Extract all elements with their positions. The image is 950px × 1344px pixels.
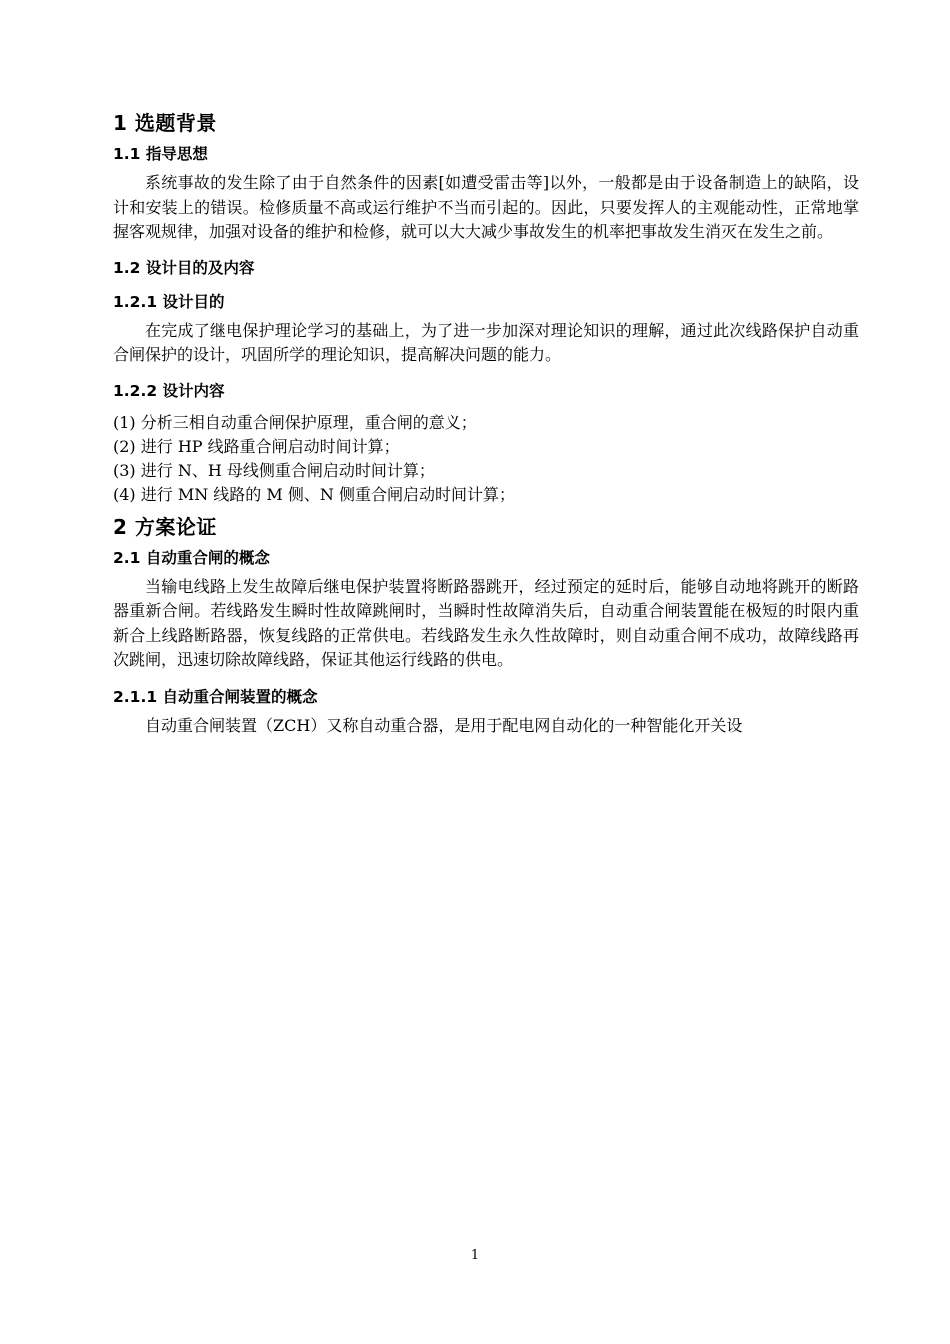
section-2-heading: 2 方案论证 [113, 514, 217, 539]
design-content-list [113, 411, 859, 507]
section-2-1-1-heading: 2.1.1 自动重合闸装置的概念 [113, 687, 318, 706]
list-item: (2) 进行 HP 线路重合闸启动时间计算； [113, 436, 400, 456]
section-2-1-paragraph: 当输电线路上发生故障后继电保护装置将断路器跳开，经过预定的延时后，能够自动地将跳开的断路器重新合闸。若线路发生瞬时性故障跳闸时，当瞬时性故障消失后，自动重合闸装置能在极短的时限内重新合上线路断路器，恢复线路的正常供电。若线路发生永久性故障时，则自动重合闸不成功，故障线路再次跳闸，迅速切除故障线路，保证其他运行线路的供电。 [113, 576, 859, 669]
section-1-1-heading: 1.1 指导思想 [113, 145, 208, 163]
section-2-1-1-paragraph: 自动重合闸装置（ZCH）又称自动重合器，是用于配电网自动化的一种智能化开关设 [145, 715, 743, 735]
section-1-2-1-heading: 1.2.1 设计目的 [113, 292, 225, 311]
page-content [113, 108, 859, 738]
list-item: (4) 进行 MN 线路的 M 侧、N 侧重合闸启动时间计算； [113, 484, 515, 504]
page-number: 1 [470, 1248, 480, 1263]
section-1-heading: 1 选题背景 [113, 111, 217, 135]
section-1-2-2-heading: 1.2.2 设计内容 [113, 381, 225, 400]
section-2-1-heading: 2.1 自动重合闸的概念 [113, 548, 270, 567]
section-1-2-1-paragraph: 在完成了继电保护理论学习的基础上，为了进一步加深对理论知识的理解，通过此次线路保护自动重合闸保护的设计，巩固所学的理论知识，提高解决问题的能力。 [113, 320, 859, 364]
section-1-2-heading: 1.2 设计目的及内容 [113, 258, 255, 277]
list-item: (1) 分析三相自动重合闸保护原理，重合闸的意义； [113, 412, 477, 432]
section-1-1-paragraph: 系统事故的发生除了由于自然条件的因素[如遭受雷击等]以外，一般都是由于设备制造上的缺陷，设计和安装上的错误。检修质量不高或运行维护不当而引起的。因此，只要发挥人的主观能动性，正常地掌握客观规律，加强对设备的维护和检修，就可以大大减少事故发生的机率把事故发生消灭在发生之前。 [113, 173, 859, 241]
list-item: (3) 进行 N、H 母线侧重合闸启动时间计算； [113, 460, 435, 480]
